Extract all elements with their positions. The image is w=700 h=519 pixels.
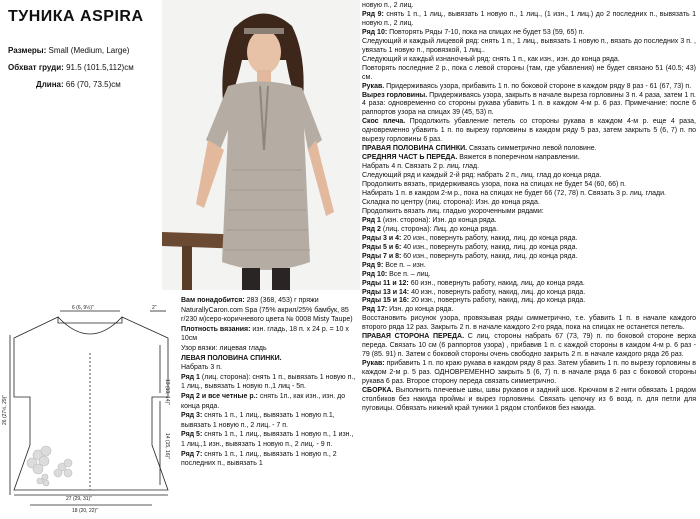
paragraph-text: (лиц. сторона): снять 1 п., вывязать 1 новую п., 1 лиц., вывязать 1 новую п.,1 лиц - 5п. (181, 373, 356, 391)
paragraph-text: Повторять Ряды 7-10, пока на спицах не будет 53 (59, 65) п. (387, 28, 585, 36)
paragraph (362, 271, 696, 280)
dim-hem: 27 (29, 31)" (66, 496, 92, 502)
paragraph-text: Набирать 1 п. в каждом 2-м р., пока на спицах не будет 66 (72, 78) п. Связать 3 р. лиц. глади. (362, 190, 666, 198)
paragraph (362, 253, 696, 262)
paragraph-text: Все п. – лиц. (387, 270, 431, 278)
paragraph-heading: Ряды 11 и 12: (362, 279, 409, 287)
materials-column (181, 296, 357, 469)
paragraph-text: Продолжить вязать, придерживаясь узора, пока на спицах не будет 54 (60, 66) п. (362, 181, 627, 189)
paragraph-text: 40 изн., повернуть работу, накид, лиц. до конца ряда. (401, 243, 578, 251)
paragraph-text: Набрать 4 п. Связать 2 р. лиц. глад. (362, 163, 480, 171)
paragraph (362, 172, 696, 181)
paragraph-text: Складка по центру (лиц. сторона): Изн. до конца ряда. (362, 198, 540, 206)
paragraph-text: снять 1 п., 1 лиц., вывязать 1 новую п.1, вывязать 1 новую п., 2 лиц. - 7 п. (181, 412, 335, 429)
paragraph (362, 280, 696, 289)
paragraph (362, 244, 696, 253)
paragraph-text: (лиц. сторона): Лиц. до конца ряда. (380, 225, 499, 233)
paragraph-text: снять 1п., как изн., изн. до конца ряда. (181, 392, 346, 410)
paragraph-text: новую п., 2 лиц. (362, 2, 414, 9)
dim-side: 14 (15, 16)" (164, 433, 170, 459)
paragraph (181, 325, 357, 344)
paragraph (362, 217, 696, 226)
paragraph-heading: Ряд 10: (362, 270, 388, 278)
paragraph (362, 333, 696, 360)
paragraph-heading: Ряд 5: (181, 431, 203, 439)
paragraph-text: Изн. до конца ряда. (387, 306, 454, 314)
paragraph (181, 296, 357, 325)
paragraph-text: Продолжить убавление петель со стороны рукава в каждом 4-м р. еще 4 раза, одновременно убавить 1 п. по вырезу горловины в каждом ряду 5 раз, затем закрыть 5 (6, 7) п. по вырезу горловины 6 раз. (362, 118, 696, 144)
paragraph-heading: Ряды 3 и 4: (362, 234, 402, 242)
paragraph (181, 411, 357, 430)
paragraph-text: снять 1 п., 1 лиц., вывязать 1 новую п., 2 последних п., вывязать 1 (181, 450, 337, 468)
paragraph (362, 163, 696, 172)
paragraph-text: 40 изн., повернуть работу, накид, лиц. до конца ряда. (409, 288, 586, 296)
paragraph-text: 60 изн., повернуть работу, накид, лиц. до конца ряда. (401, 252, 578, 260)
paragraph (362, 11, 696, 29)
paragraph-heading: Ряд 2 (362, 225, 381, 233)
paragraph (362, 154, 696, 163)
paragraph (181, 430, 357, 449)
chest-label: Обхват груди: (8, 63, 64, 72)
paragraph (362, 29, 696, 38)
paragraph-heading: Вам понадобится: (181, 297, 245, 304)
paragraph (362, 56, 696, 65)
paragraph-heading: Скос плеча. (362, 118, 406, 126)
paragraph-heading: ПРАВАЯ ПОЛОВИНА СПИНКИ. (362, 145, 468, 153)
paragraph-heading: ПРАВАЯ СТОРОНА ПЕРЕДА. (362, 333, 465, 341)
paragraph-text: Придерживаясь узора, прибавить 1 п. по боковой стороне в каждом ряду 8 раз - 61 (67, 73) п. (384, 82, 692, 90)
paragraph-heading: Плотность вязания: (181, 325, 251, 333)
paragraph-heading: Ряд 2 и все четные р.: (181, 392, 258, 400)
paragraph (362, 226, 696, 235)
paragraph-text: Набрать 3 п. (181, 364, 222, 372)
paragraph (362, 145, 696, 154)
paragraph-text: Следующий ряд и каждый 2-й ряд: набрать 2 п., лиц. глад до конца ряда. (362, 172, 602, 180)
dim-bottom: 18 (20, 22)" (72, 508, 98, 514)
paragraph-text: Следующий и каждый изнаночный ряд: снять 1 п., как изн., изн. до конца ряда. (362, 55, 620, 63)
flower-motifs (27, 446, 72, 486)
model-illustration (162, 0, 360, 290)
dim-armhole: 13 (13, 14)" (164, 379, 170, 405)
sizes-value: Small (Medium, Large) (48, 46, 130, 55)
paragraph-heading: Ряд 7: (181, 450, 203, 458)
paragraph-text: Все п. – изн. (383, 261, 426, 269)
paragraph (362, 262, 696, 271)
paragraph-text: Следующий и каждый лицевой ряд: снять 1 п., 1 лиц., вывязать 1 новую п., вязать до последних 3 п. , увязать 1 новую п., провязкой, 1 лиц.. (362, 37, 696, 54)
paragraph (362, 190, 696, 199)
paragraph (362, 360, 696, 387)
paragraph (362, 315, 696, 333)
paragraph-text: прибавить 1 п. по краю рукава в каждом ряду 8 раз. Затем убавить 1 п. по вырезу горловины в каждом 2-м р. 5 раз. ОДНОВРЕМЕННО закрыть 5 (6, 7) п. в начале ряда 6 раз с боковой стороны рукава 6 раз. Второе сторону переда связать симметрично. (362, 360, 696, 386)
paragraph-heading: Рукав. (362, 82, 385, 90)
paragraph-heading: Рукав: (362, 360, 385, 368)
dim-neck: 6 (6, 9½)" (72, 305, 94, 311)
length-label: Длина: (36, 80, 64, 89)
schematic-drawing (0, 305, 175, 514)
paragraph (362, 2, 696, 11)
paragraph-text: 283 (368, 453) г пряжи NaturallyCaron.com Spa (75% акрил/25% бамбук, 85 г/230 м)серо-коричневого цвета № 0008 Misty Taupe) (181, 297, 353, 324)
paragraph-heading: Ряды 7 и 8: (362, 252, 402, 260)
chest-row (8, 61, 158, 74)
page-title: ТУНИКА ASPIRA (8, 8, 144, 25)
paragraph (362, 118, 696, 145)
dim-length: 26 (27½, 29)" (2, 394, 8, 425)
paragraph-text: Повторять последние 2 р., пока с левой стороны (там, где убавления) не будет связано 51 (40.5; 43) см. (362, 64, 696, 81)
dim-shoulder: 2" (152, 305, 157, 311)
paragraph (362, 181, 696, 190)
paragraph-heading: Ряды 13 и 14: (362, 288, 410, 296)
paragraph (362, 199, 696, 208)
paragraph (362, 38, 696, 56)
paragraph-heading: СРЕДНЯЯ ЧАСТ Ь ПЕРЕДА. (362, 154, 458, 162)
paragraph-text: изн. гладь, 18 п. х 24 р. = 10 х 10см (181, 325, 349, 343)
paragraph-heading: Ряды 15 и 16: (362, 297, 410, 305)
length-row (8, 78, 158, 91)
paragraph-heading: Ряд 10: (362, 28, 388, 36)
paragraph-heading: Ряд 1 (362, 216, 381, 224)
paragraph (362, 387, 696, 414)
paragraph-heading: Вырез горловины. (362, 91, 428, 99)
paragraph-heading: Ряд 9: (362, 10, 384, 18)
paragraph-text: Узор вязки: лицевая гладь (181, 344, 267, 352)
paragraph (362, 297, 696, 306)
chest-value: 91.5 (101.5,112)см (66, 63, 134, 72)
paragraph (181, 450, 357, 469)
sizes-label: Размеры: (8, 46, 47, 55)
sizes-row (8, 44, 158, 57)
paragraph-text: Связать симметрично левой половине. (467, 145, 597, 153)
paragraph (362, 65, 696, 83)
tunic-schematic (0, 305, 175, 514)
model-photo (162, 0, 360, 290)
paragraph (181, 354, 357, 364)
paragraph-text: (изн. сторона): Изн. до конца ряда. (380, 216, 497, 224)
paragraph-text: Выполнить плечевые швы, швы рукавов и задний шов. Крючком в 2 нити обвязать 1 рядом столбиков без накида проймы и вырез горловины. Связать цепочку из 6 возд. п. для петли для пуговицы. Обвязать нижний край туники 1 рядом столбиков без накида. (362, 386, 696, 412)
paragraph (362, 92, 696, 119)
paragraph-heading: Ряд 1 (181, 373, 200, 381)
paragraph-text: Придерживаясь узора, закрыть в начале выреза горловины 3 п. 4 раза, затем 1 п. 4 раза: одновременно со стороны рукава убавить 1 п. в каждом 4-м р. 6 раз. Примечание: после 6 раппортов узора на спицах 39 (45, 53) п. (362, 91, 696, 117)
length-value: 66 (70, 73.5)см (65, 80, 121, 89)
paragraph (181, 344, 357, 354)
paragraph (362, 83, 696, 92)
instructions-column (362, 2, 696, 414)
paragraph-text: 60 изн., повернуть работу, накид, лиц. до конца ряда. (408, 279, 585, 287)
size-specs (8, 44, 158, 91)
paragraph (181, 392, 357, 411)
paragraph-text: снять 1 п., 1 лиц., вывязать 1 новую п., 1 изн., 1 лиц.,1 изн., вывязать 1 новую п., 2 лиц. - 9 п. (181, 431, 354, 448)
paragraph-heading: ЛЕВАЯ ПОЛОВИНА СПИНКИ. (181, 354, 282, 362)
paragraph-text: Вяжется в поперечном направлении. (457, 154, 580, 162)
paragraph (181, 363, 357, 373)
paragraph-text: Восстановить рисунок узора, провязывая ряды симметрично, т.е. убавить 1 п. в начале каждого второго ряда 12 раз. Закрыть 2 п. в начале каждого 2-го ряда, пока на спицах не останется петель. (362, 315, 696, 332)
paragraph (362, 208, 696, 217)
paragraph (181, 373, 357, 392)
paragraph-heading: Ряд 3: (181, 412, 203, 420)
paragraph-text: С лиц. стороны набрать 67 (73, 79) п. по боковой стороне верха переда. Связать 10 см (6 раппортов узора) , прибавив 1 п. с каждой стороны в каждом 4-м р. 6 раз - 79 (85. 91) п. Затем с боковой стороны очень свободно закрыть 2 п. в начале каждого ряда 26 раз. (362, 333, 696, 359)
paragraph-text: Продолжить вязать лиц. гладью укороченными рядами: (362, 207, 544, 215)
paragraph-text: 20 изн., повернуть работу, накид, лиц. до конца ряда. (409, 297, 586, 305)
paragraph-heading: СБОРКА. (362, 386, 394, 394)
paragraph (362, 235, 696, 244)
paragraph-heading: Ряд 9: (362, 261, 384, 269)
paragraph-text: 20 изн., повернуть работу, накид, лиц. до конца ряда. (401, 234, 578, 242)
paragraph-heading: Ряд 17: (362, 306, 388, 314)
paragraph-heading: Ряды 5 и 6: (362, 243, 402, 251)
paragraph-text: снять 1 п., 1 лиц., вывязать 1 новую п., 1 лиц., (1 изн., 1 лиц.) до 2 последних п., вывязать 1 новую п., 2 лиц. (362, 10, 696, 27)
